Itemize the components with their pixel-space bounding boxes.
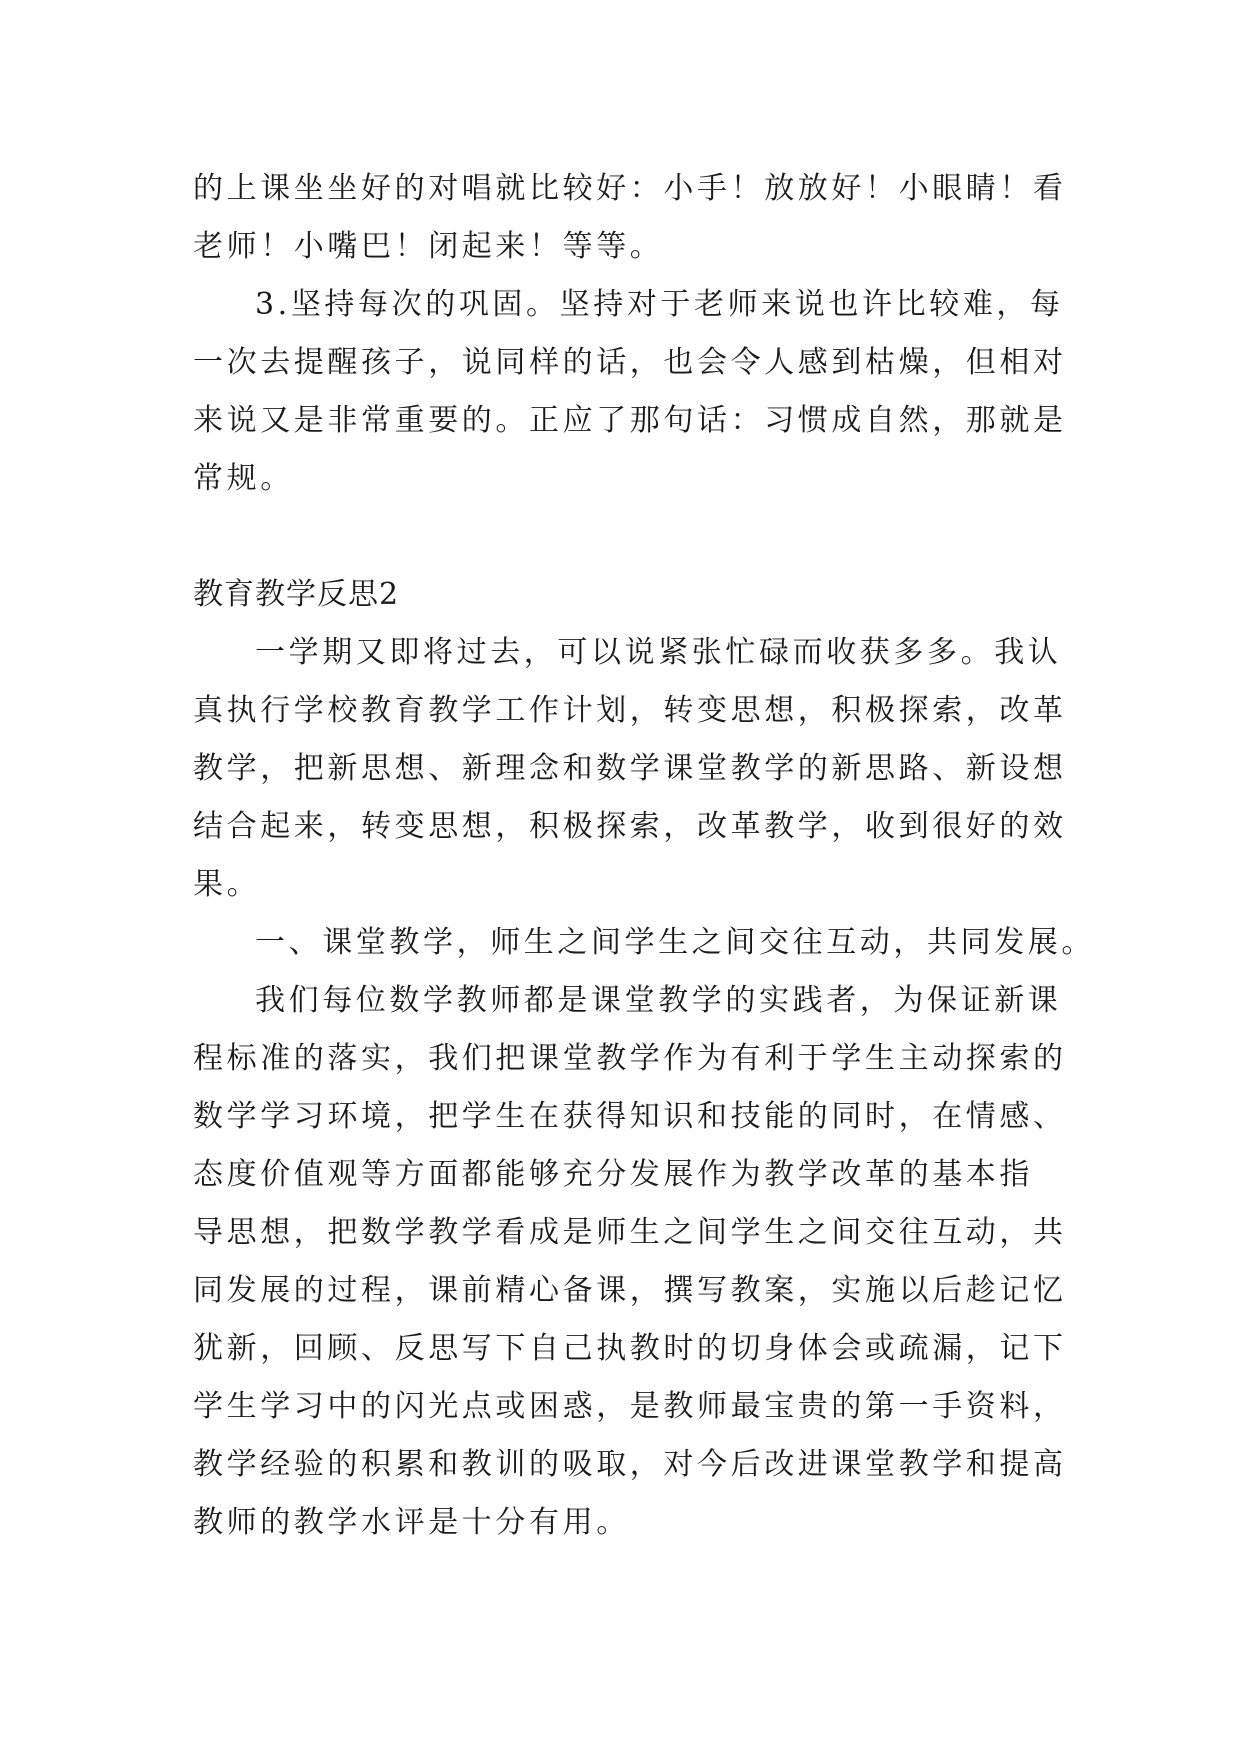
text-line: 一学期又即将过去，可以说紧张忙碌而收获多多。我认	[255, 635, 1062, 670]
text-line: 3.坚持每次的巩固。坚持对于老师来说也许比较难，每	[255, 287, 1064, 322]
text-line: 学生学习中的闪光点或困惑，是教师最宝贵的第一手资料，	[193, 1389, 1067, 1424]
text-line: 果。	[193, 867, 261, 902]
text-line: 一次去提醒孩子，说同样的话，也会令人感到枯燥，但相对	[193, 345, 1067, 380]
text-line: 我们每位数学教师都是课堂教学的实践者，为保证新课	[255, 983, 1062, 1018]
text-line: 数学学习环境，把学生在获得知识和技能的同时，在情感、	[193, 1099, 1067, 1134]
text-line: 导思想，把数学教学看成是师生之间学生之间交往互动，共	[193, 1215, 1067, 1250]
text-line: 的上课坐坐好的对唱就比较好：小手！放放好！小眼睛！看	[193, 171, 1067, 206]
subheading-line: 一、课堂教学，师生之间学生之间交往互动，共同发展。	[255, 925, 1095, 960]
text-line: 结合起来，转变思想，积极探索，改革教学，收到很好的效	[193, 809, 1067, 844]
text-line: 态度价值观等方面都能够充分发展作为教学改革的基本指	[193, 1157, 1033, 1192]
text-line: 同发展的过程，课前精心备课，撰写教案，实施以后趁记忆	[193, 1273, 1067, 1308]
document-page	[193, 160, 1095, 1552]
text-line: 真执行学校教育教学工作计划，转变思想，积极探索，改革	[193, 693, 1067, 728]
text-line: 常规。	[193, 461, 294, 496]
section-gap	[193, 508, 1073, 566]
text-line: 程标准的落实，我们把课堂教学作为有利于学生主动探索的	[193, 1041, 1067, 1076]
text-line: 老师！小嘴巴！闭起来！等等。	[193, 229, 664, 264]
section-title: 教育教学反思2	[193, 577, 400, 612]
text-line: 教学，把新思想、新理念和数学课堂教学的新思路、新设想	[193, 751, 1067, 786]
text-line: 犹新，回顾、反思写下自己执教时的切身体会或疏漏，记下	[193, 1331, 1067, 1366]
text-line: 教学经验的积累和教训的吸取，对今后改进课堂教学和提高	[193, 1447, 1067, 1482]
text-line: 教师的教学水评是十分有用。	[193, 1505, 630, 1540]
text-line: 来说又是非常重要的。正应了那句话：习惯成自然，那就是	[193, 403, 1067, 438]
